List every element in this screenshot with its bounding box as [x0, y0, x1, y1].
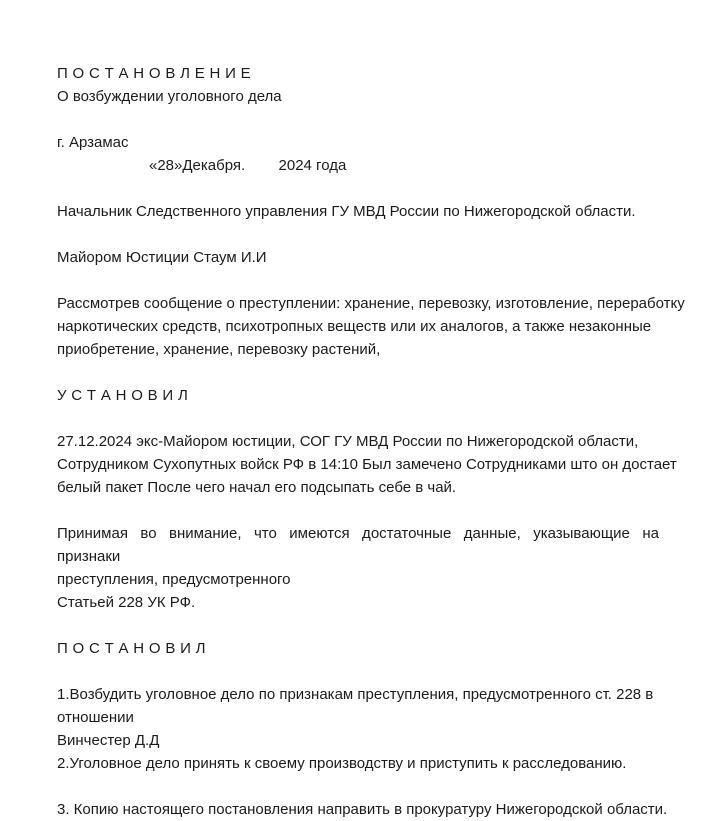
decided-item-3: 3. Копию настоящего постановления направить в прокуратуру Нижегородской области. — [57, 801, 668, 818]
spacer — [57, 614, 712, 637]
review-paragraph: Рассмотрев сообщение о преступлении: хранение, перевозку, изготовление, переработку наркотических средств, психотропных веществ или их аналогов, а также незаконные приобретение, хранение, перевозку растений, — [57, 295, 689, 358]
official-rank-line: Майором Юстиции Стаум И.И — [57, 249, 267, 266]
document-body — [57, 62, 712, 821]
spacer — [57, 499, 712, 522]
document-title: П О С Т А Н О В Л Е Н И Е — [57, 65, 251, 82]
considering-line-4: Статьей 228 УК РФ. — [57, 594, 196, 611]
place-line: г. Арзамас — [57, 134, 129, 151]
date-separator — [245, 157, 278, 174]
spacer — [57, 223, 712, 246]
spacer — [57, 407, 712, 430]
considering-line-3: преступления, предусмотренного — [57, 571, 291, 588]
date-year: 2024 года — [278, 157, 347, 174]
decided-item-2: 2.Уголовное дело принять к своему производству и приступить к расследованию. — [57, 755, 627, 772]
spacer — [57, 269, 712, 292]
established-paragraph: 27.12.2024 экс-Майором юстиции, СОГ ГУ МВД России по Нижегородской области, Сотрудником Сухопутных войск РФ в 14:10 Был замечено Сотрудниками што он достает белый пакет После чего начал его подсыпать себе в чай. — [57, 433, 681, 496]
date-line — [57, 154, 712, 177]
decided-item-1-subject: Винчестер Д.Д — [57, 732, 160, 749]
decided-item-1-line-2: отношении — [57, 709, 134, 726]
spacer — [57, 660, 712, 683]
spacer — [57, 775, 712, 798]
spacer — [57, 108, 712, 131]
decided-item-1-line-1: 1.Возбудить уголовное дело по признакам преступления, предусмотренного ст. 228 в — [57, 686, 654, 703]
considering-line-1: Принимая во внимание, что имеются достаточные данные, указывающие на — [57, 525, 659, 542]
considering-line-2: признаки — [57, 548, 121, 565]
decided-caption: П О С Т А Н О В И Л — [57, 640, 206, 657]
date-day: «28»Декабря. — [149, 157, 246, 174]
established-caption: У С Т А Н О В И Л — [57, 387, 189, 404]
spacer — [57, 177, 712, 200]
authority-line: Начальник Следственного управления ГУ МВД России по Нижегородской области. — [57, 203, 636, 220]
spacer — [57, 361, 712, 384]
document-subtitle: О возбуждении уголовного дела — [57, 88, 282, 105]
